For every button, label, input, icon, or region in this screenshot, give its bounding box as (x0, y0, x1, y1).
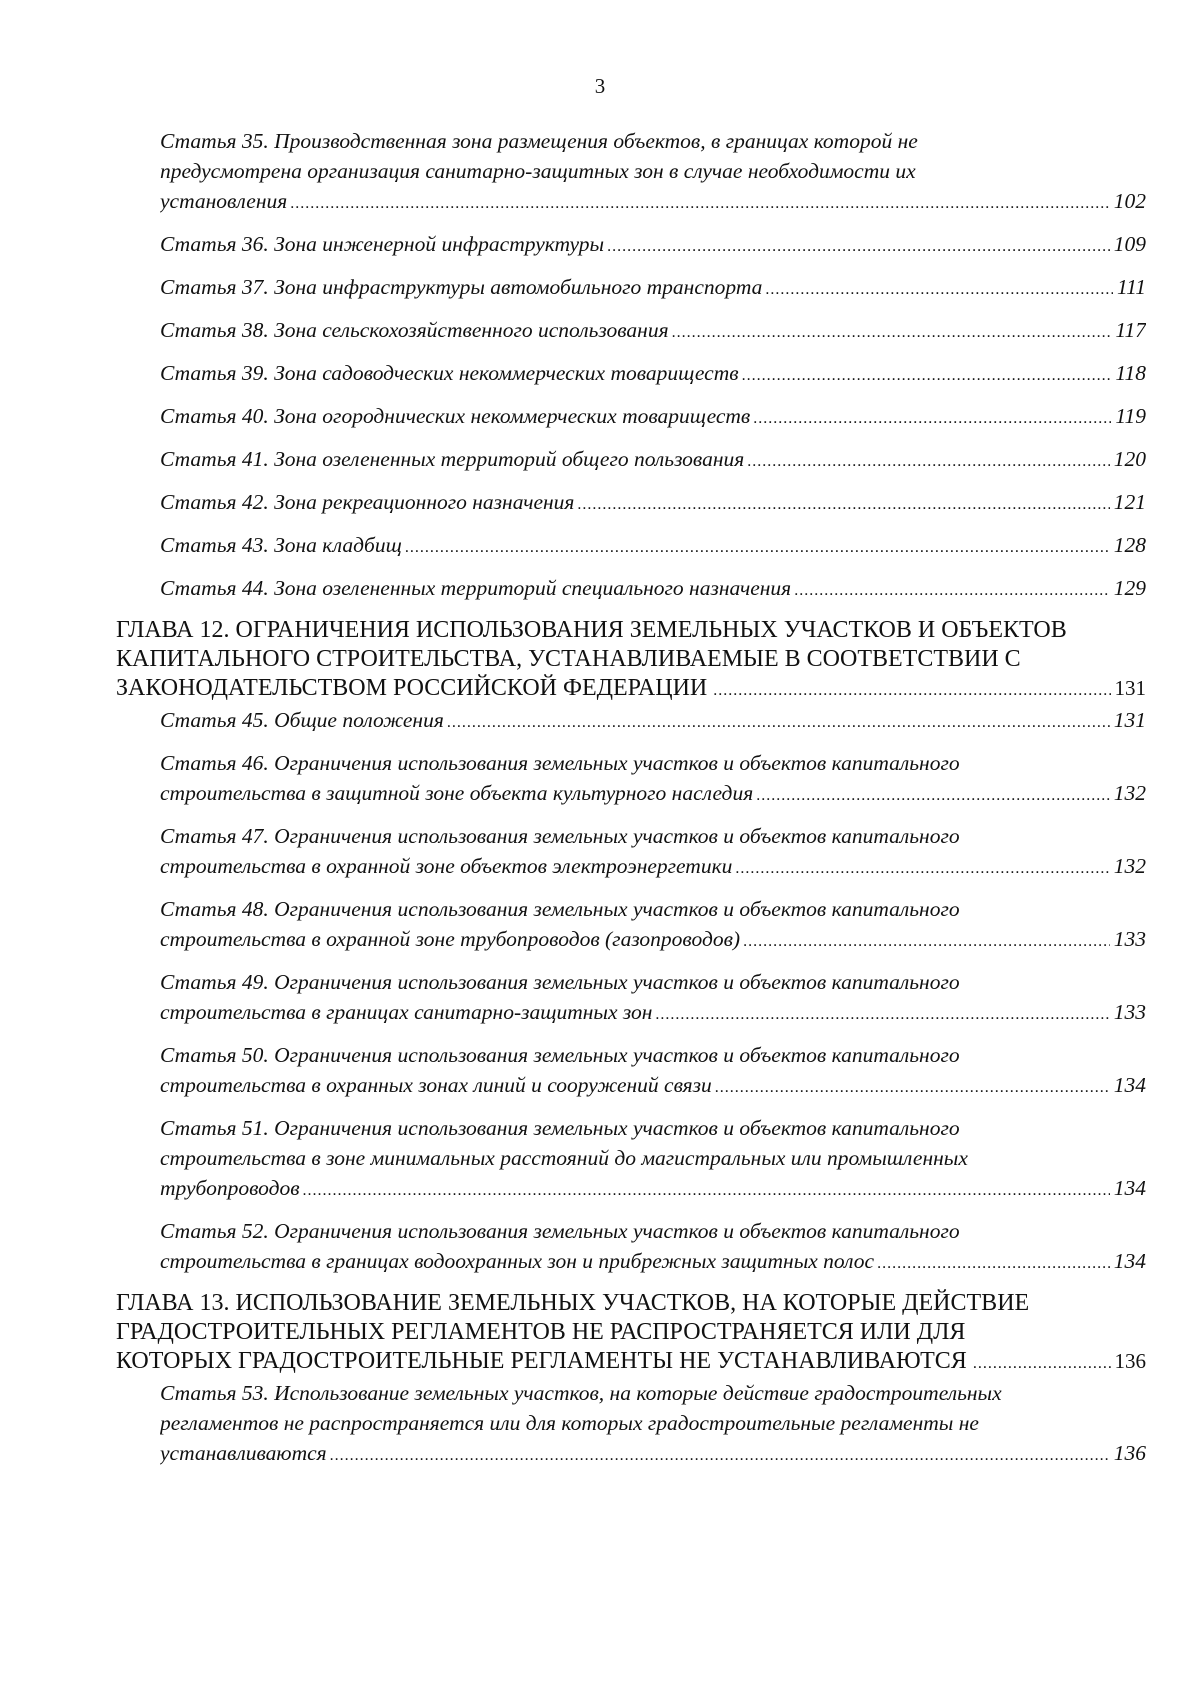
toc-page-number: 134 (1113, 1176, 1146, 1200)
toc-page-number: 121 (1113, 490, 1146, 514)
dot-leader (794, 576, 1110, 606)
toc-entry-title: ЗАКОНОДАТЕЛЬСТВОМ РОССИЙСКОЙ ФЕДЕРАЦИИ (116, 675, 708, 701)
dot-leader (715, 1073, 1110, 1103)
toc-page-number: 133 (1113, 1000, 1146, 1024)
toc-article-entry[interactable] (160, 229, 1146, 262)
dot-leader (447, 708, 1110, 738)
toc-entry-last-line (160, 851, 1146, 884)
toc-article-entry[interactable] (160, 530, 1146, 563)
toc-entry-line: Статья 46. Ограничения использования земельных участков и объектов капитального (160, 751, 960, 775)
toc-article-entry[interactable] (160, 1040, 1146, 1103)
toc-article-entry[interactable] (160, 444, 1146, 477)
toc-entry-line: Статья 50. Ограничения использования земельных участков и объектов капитального (160, 1043, 960, 1067)
toc-entry-title: Статья 39. Зона садоводческих некоммерческих товариществ (160, 361, 739, 385)
toc-entry-last-line (160, 997, 1146, 1030)
toc-article-entry[interactable] (160, 573, 1146, 606)
toc-page-number: 120 (1113, 447, 1146, 471)
toc-page-number: 133 (1113, 927, 1146, 951)
toc-entry-title: Статья 41. Зона озелененных территорий общего пользования (160, 447, 745, 471)
toc-entry-last-line (160, 1246, 1146, 1279)
toc-entry-title: трубопроводов (160, 1176, 300, 1200)
toc-entry-last-line (160, 573, 1146, 606)
toc-entry-line: регламентов не распространяется или для которых градостроительные регламенты не (160, 1411, 979, 1435)
toc-entry-title: КОТОРЫХ ГРАДОСТРОИТЕЛЬНЫЕ РЕГЛАМЕНТЫ НЕ УСТАНАВЛИВАЮТСЯ (116, 1348, 967, 1374)
toc-page-number: 118 (1115, 361, 1146, 385)
toc-entry-title: Статья 45. Общие положения (160, 708, 444, 732)
toc-page-number: 134 (1113, 1249, 1146, 1273)
toc-entry-title: Статья 43. Зона кладбищ (160, 533, 402, 557)
toc-entry-title: Статья 38. Зона сельскохозяйственного использования (160, 318, 669, 342)
toc-entry-last-line (116, 674, 1146, 705)
dot-leader (672, 318, 1112, 348)
toc-entry-line: ГЛАВА 13. ИСПОЛЬЗОВАНИЕ ЗЕМЕЛЬНЫХ УЧАСТКОВ, НА КОТОРЫЕ ДЕЙСТВИЕ (116, 1290, 1030, 1316)
toc-entry-title: Статья 36. Зона инженерной инфраструктуры (160, 232, 605, 256)
toc-page-number: 128 (1113, 533, 1146, 557)
toc-page-number: 119 (1115, 404, 1146, 428)
toc-entry-last-line (160, 401, 1146, 434)
toc-entry-title: установления (160, 189, 288, 213)
toc-article-entry[interactable] (160, 401, 1146, 434)
toc-entry-line: ГЛАВА 12. ОГРАНИЧЕНИЯ ИСПОЛЬЗОВАНИЯ ЗЕМЕЛЬНЫХ УЧАСТКОВ И ОБЪЕКТОВ (116, 617, 1067, 643)
toc-article-entry[interactable] (160, 1216, 1146, 1279)
dot-leader (756, 781, 1110, 811)
toc-page-number: 111 (1116, 275, 1146, 299)
dot-leader (405, 533, 1110, 563)
dot-leader (742, 361, 1112, 391)
toc-entry-title: Статья 42. Зона рекреационного назначения (160, 490, 575, 514)
toc-article-entry[interactable] (160, 272, 1146, 305)
toc-article-entry[interactable] (160, 967, 1146, 1030)
toc-page-number: 132 (1113, 854, 1146, 878)
toc-entry-line: Статья 47. Ограничения использования земельных участков и объектов капитального (160, 824, 960, 848)
dot-leader (747, 447, 1109, 477)
toc-entry-line: Статья 48. Ограничения использования земельных участков и объектов капитального (160, 897, 960, 921)
toc-page-number: 117 (1115, 318, 1146, 342)
toc-entry-last-line (160, 229, 1146, 262)
toc-entry-title: строительства в защитной зоне объекта культурного наследия (160, 781, 754, 805)
dot-leader (303, 1176, 1110, 1206)
toc-entry-last-line (160, 358, 1146, 391)
dot-leader (713, 676, 1110, 705)
toc-entry-last-line (160, 1438, 1146, 1471)
toc-article-entry[interactable] (160, 894, 1146, 957)
toc-entry-title: строительства в охранной зоне трубопроводов (газопроводов) (160, 927, 741, 951)
toc-entry-line: Статья 53. Использование земельных участков, на которые действие градостроительных (160, 1381, 1002, 1405)
toc-entry-last-line (160, 444, 1146, 477)
toc-article-entry[interactable] (160, 1113, 1146, 1206)
toc-page-number: 131 (1114, 676, 1146, 700)
toc-chapter-entry[interactable] (116, 1289, 1146, 1378)
toc-article-entry[interactable] (160, 1378, 1146, 1471)
toc-entry-last-line (160, 1070, 1146, 1103)
dot-leader (330, 1441, 1110, 1471)
toc-entry-last-line (160, 315, 1146, 348)
toc-entry-last-line (160, 778, 1146, 811)
toc-page-number: 131 (1113, 708, 1146, 732)
toc-article-entry[interactable] (160, 748, 1146, 811)
toc-article-entry[interactable] (160, 358, 1146, 391)
toc-page-number: 134 (1113, 1073, 1146, 1097)
toc-entry-last-line (160, 487, 1146, 520)
toc-page-number: 136 (1114, 1349, 1146, 1373)
table-of-contents (0, 126, 1200, 1481)
dot-leader (290, 189, 1110, 219)
toc-entry-line: Статья 35. Производственная зона размещения объектов, в границах которой не (160, 129, 918, 153)
toc-entry-line: Статья 52. Ограничения использования земельных участков и объектов капитального (160, 1219, 960, 1243)
dot-leader (735, 854, 1109, 884)
toc-article-entry[interactable] (160, 705, 1146, 738)
toc-page-number: 109 (1113, 232, 1146, 256)
dot-leader (877, 1249, 1110, 1279)
toc-entry-title: строительства в охранных зонах линий и сооружений связи (160, 1073, 712, 1097)
dot-leader (577, 490, 1109, 520)
toc-entry-last-line (160, 186, 1146, 219)
page-number: 3 (594, 74, 606, 98)
toc-entry-title: Статья 37. Зона инфраструктуры автомобильного транспорта (160, 275, 763, 299)
toc-entry-last-line (160, 705, 1146, 738)
toc-entry-line: Статья 49. Ограничения использования земельных участков и объектов капитального (160, 970, 960, 994)
toc-entry-line: Статья 51. Ограничения использования земельных участков и объектов капитального (160, 1116, 960, 1140)
toc-entry-title: устанавливаются (160, 1441, 327, 1465)
toc-article-entry[interactable] (160, 821, 1146, 884)
toc-article-entry[interactable] (160, 315, 1146, 348)
toc-entry-last-line (160, 272, 1146, 305)
dot-leader (753, 404, 1111, 434)
dot-leader (973, 1349, 1111, 1378)
dot-leader (765, 275, 1113, 305)
toc-entry-line: КАПИТАЛЬНОГО СТРОИТЕЛЬСТВА, УСТАНАВЛИВАЕМЫЕ В СООТВЕТСТВИИ С (116, 646, 1021, 672)
toc-article-entry[interactable] (160, 487, 1146, 520)
dot-leader (607, 232, 1110, 262)
toc-page-number: 136 (1113, 1441, 1146, 1465)
toc-page-number: 102 (1113, 189, 1146, 213)
toc-entry-last-line (160, 530, 1146, 563)
toc-entry-title: строительства в охранной зоне объектов электроэнергетики (160, 854, 733, 878)
dot-leader (743, 927, 1110, 957)
toc-entry-last-line (116, 1347, 1146, 1378)
toc-chapter-entry[interactable] (116, 616, 1146, 705)
toc-article-entry[interactable] (160, 126, 1146, 219)
toc-page-number: 132 (1113, 781, 1146, 805)
toc-entry-line: ГРАДОСТРОИТЕЛЬНЫХ РЕГЛАМЕНТОВ НЕ РАСПРОСТРАНЯЕТСЯ ИЛИ ДЛЯ (116, 1319, 966, 1345)
toc-page-number: 129 (1113, 576, 1146, 600)
toc-entry-title: Статья 44. Зона озелененных территорий специального назначения (160, 576, 792, 600)
dot-leader (655, 1000, 1109, 1030)
toc-entry-title: строительства в границах водоохранных зон и прибрежных защитных полос (160, 1249, 875, 1273)
toc-entry-line: предусмотрена организация санитарно-защитных зон в случае необходимости их (160, 159, 916, 183)
toc-entry-title: Статья 40. Зона огороднических некоммерческих товариществ (160, 404, 751, 428)
toc-entry-title: строительства в границах санитарно-защитных зон (160, 1000, 653, 1024)
toc-entry-last-line (160, 1173, 1146, 1206)
toc-entry-last-line (160, 924, 1146, 957)
toc-entry-line: строительства в зоне минимальных расстояний до магистральных или промышленных (160, 1146, 968, 1170)
